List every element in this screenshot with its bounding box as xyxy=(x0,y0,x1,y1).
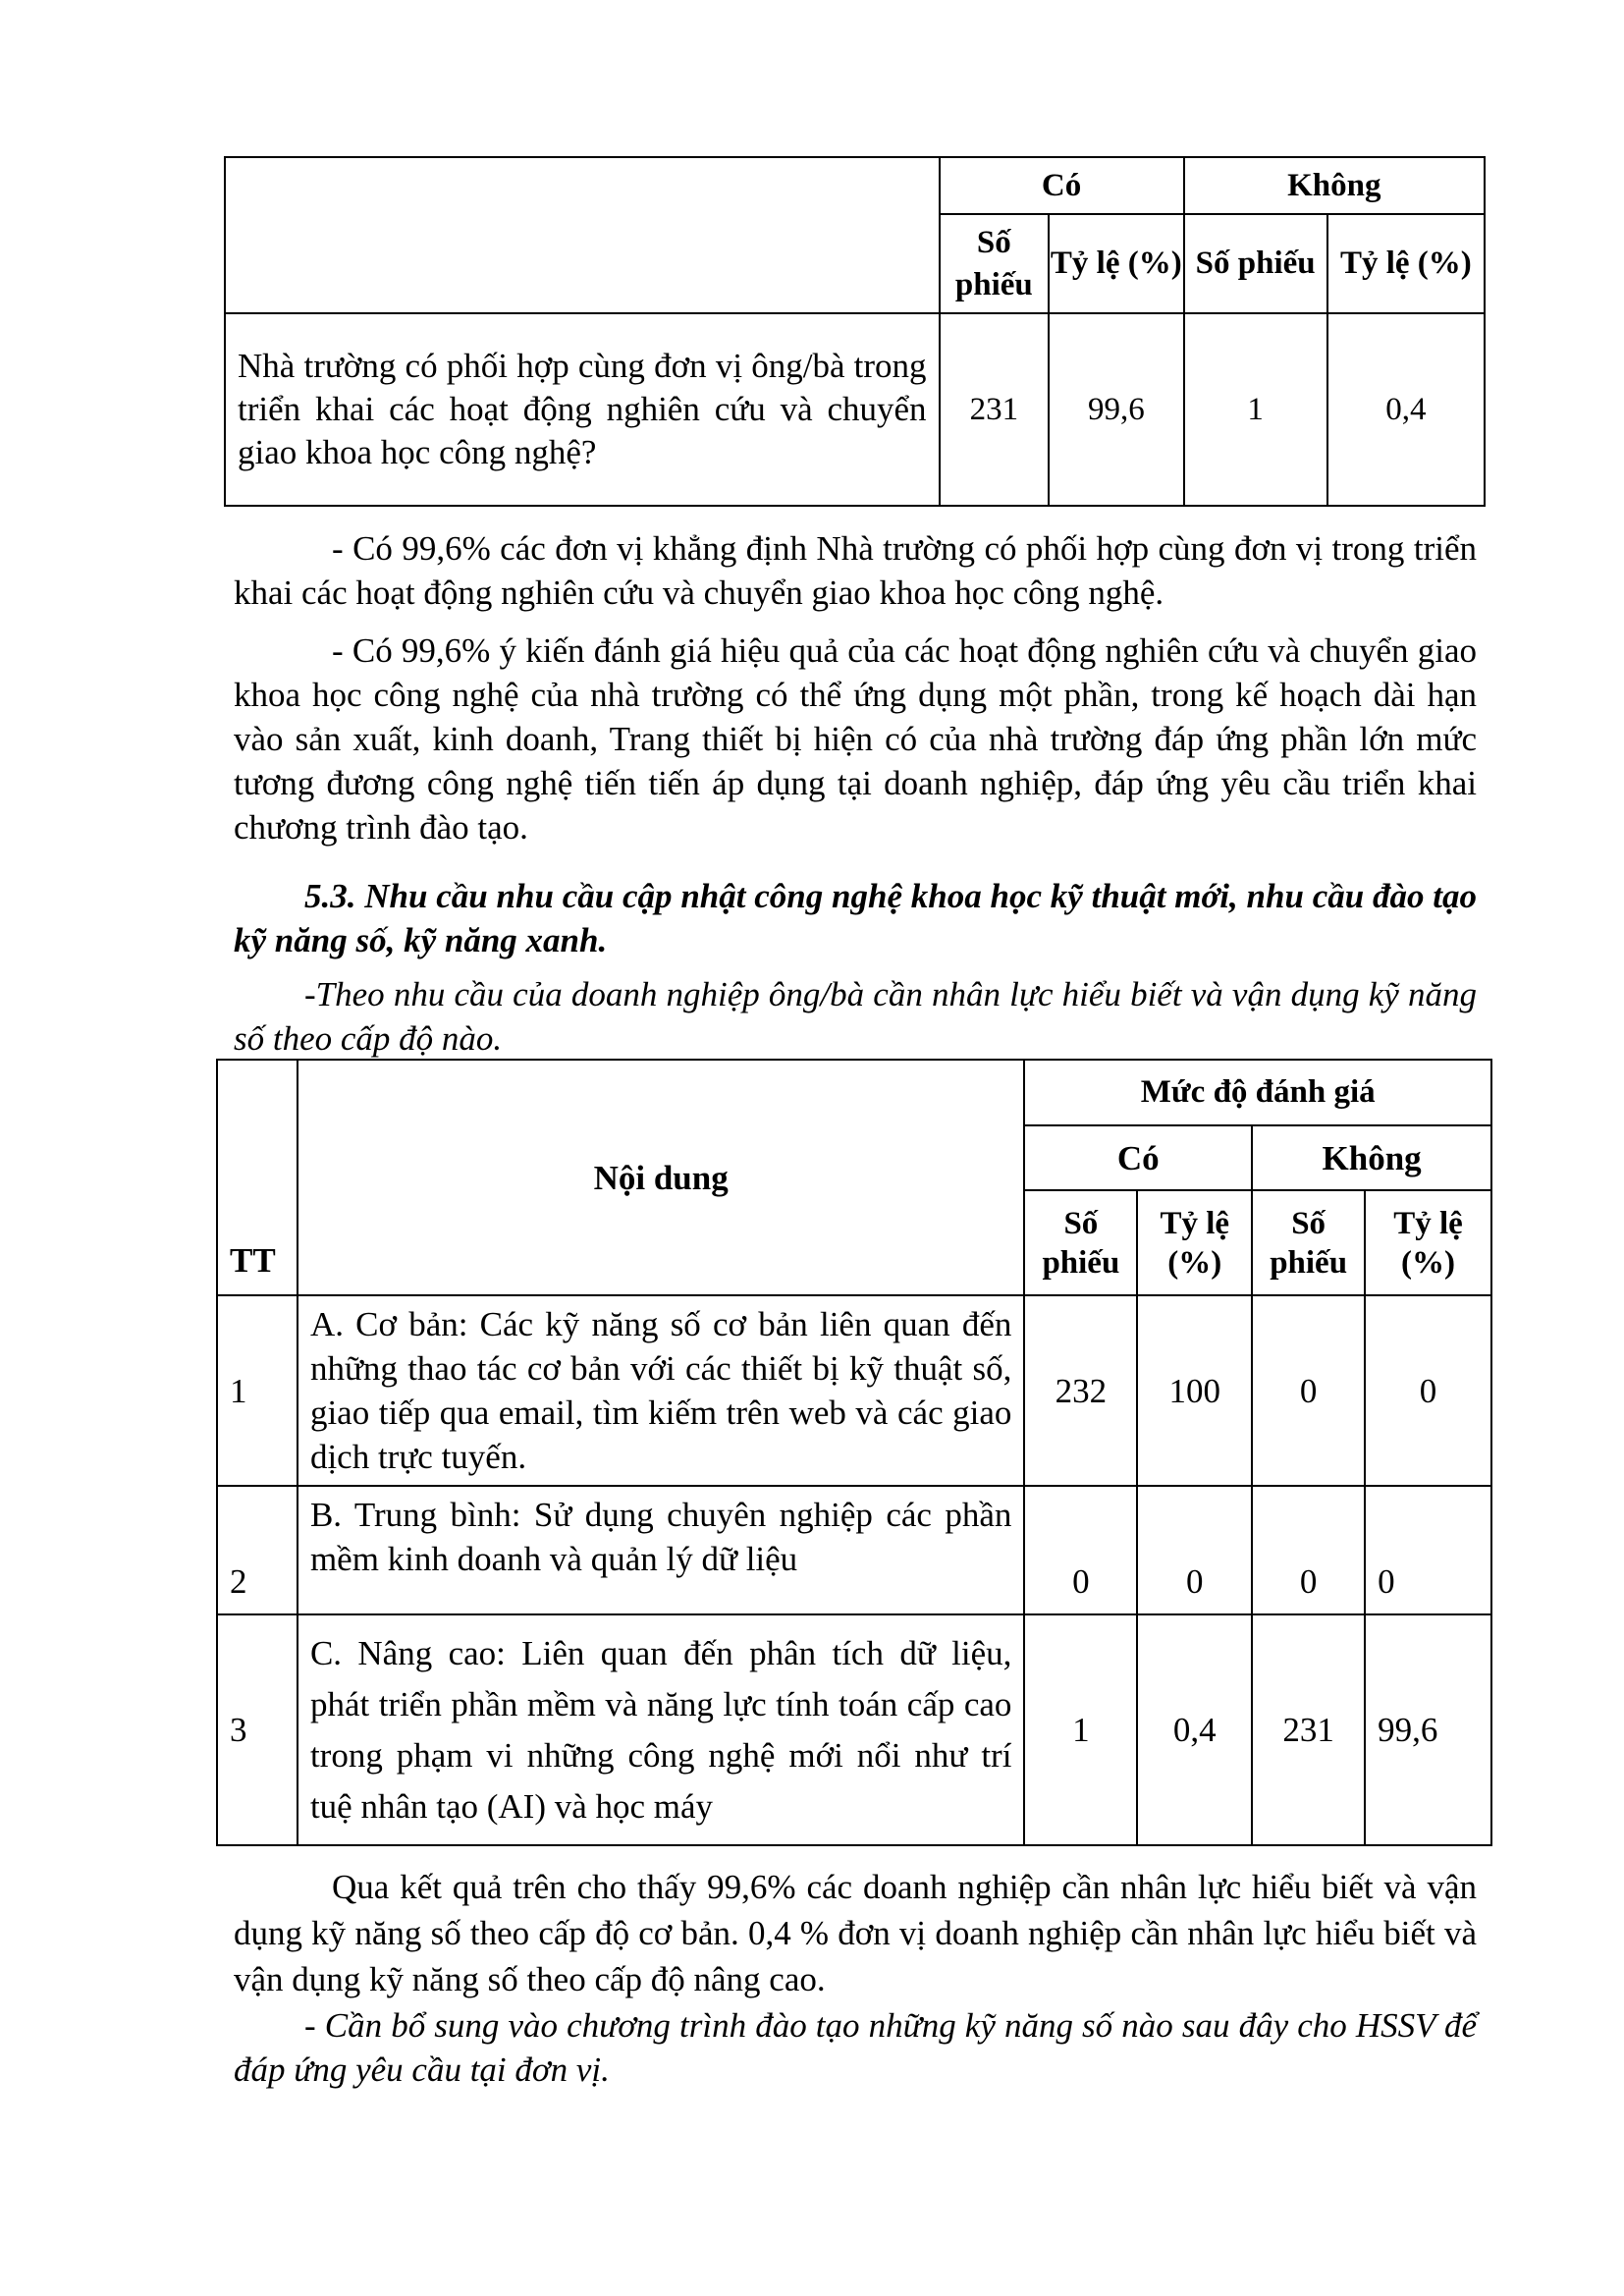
paragraph-2: - Có 99,6% ý kiến đánh giá hiệu quả của các hoạt động nghiên cứu và chuyển giao khoa học công nghệ của nhà trường có thể ứng dụng một phần, trong kế hoạch dài hạn vào sản xuất, kinh doanh, Trang thiết bị hiện có của nhà trường đáp ứng phần lớn mức tương đương công nghệ tiến tiến áp dụng tại doanh nghiệp, đáp ứng yêu cầu triển khai chương trình đào tạo. xyxy=(234,631,1477,847)
table-row xyxy=(217,1295,1491,1486)
cell-khong-so-phieu: 0 xyxy=(1252,1295,1365,1486)
cell-content: A. Cơ bản: Các kỹ năng số cơ bản liên quan đến những thao tác cơ bản với các thiết bị kỹ thuật số, giao tiếp qua email, tìm kiếm trên web và các giao dịch trực tuyến. xyxy=(298,1295,1024,1486)
header-khong: Không xyxy=(1184,157,1485,214)
cell-co-so-phieu: 0 xyxy=(1024,1486,1137,1614)
cell-co-ty-le: 99,6 xyxy=(1049,313,1184,506)
table-row xyxy=(225,313,1485,506)
cell-khong-so-phieu: 1 xyxy=(1184,313,1327,506)
header-co: Có xyxy=(940,157,1184,214)
cell-co-ty-le: 0 xyxy=(1137,1486,1252,1614)
header-khong-so-phieu: Số phiếu xyxy=(1252,1190,1365,1295)
table-row xyxy=(217,1614,1491,1845)
header-tt: TT xyxy=(217,1060,298,1295)
cell-tt: 2 xyxy=(217,1486,298,1614)
cell-co-ty-le: 0,4 xyxy=(1137,1614,1252,1845)
cell-khong-ty-le: 0 xyxy=(1365,1486,1491,1614)
header-co: Có xyxy=(1024,1125,1252,1190)
cell-tt: 1 xyxy=(217,1295,298,1486)
cell-co-so-phieu: 1 xyxy=(1024,1614,1137,1845)
table-digital-skills xyxy=(216,1059,1492,1846)
cell-khong-so-phieu: 0 xyxy=(1252,1486,1365,1614)
header-khong-ty-le: Tỷ lệ (%) xyxy=(1327,214,1485,313)
table-corner-cell xyxy=(225,157,940,313)
header-khong-ty-le: Tỷ lệ (%) xyxy=(1365,1190,1491,1295)
table-row xyxy=(217,1486,1491,1614)
header-co-so-phieu: Số phiếu xyxy=(1024,1190,1137,1295)
paragraph-conclusion: Qua kết quả trên cho thấy 99,6% các doanh nghiệp cần nhân lực hiểu biết và vận dụng kỹ năng số theo cấp độ cơ bản. 0,4 % đơn vị doanh nghiệp cần nhân lực hiểu biết và vận dụng kỹ năng số theo cấp độ nâng cao. xyxy=(234,1868,1477,1998)
header-noi-dung: Nội dung xyxy=(298,1060,1024,1295)
cell-khong-ty-le: 0,4 xyxy=(1327,313,1485,506)
cell-co-so-phieu: 231 xyxy=(940,313,1050,506)
header-khong: Không xyxy=(1252,1125,1491,1190)
cell-content: B. Trung bình: Sử dụng chuyên nghiệp các phần mềm kinh doanh và quản lý dữ liệu xyxy=(298,1486,1024,1614)
paragraph-question-level: -Theo nhu cầu của doanh nghiệp ông/bà cần nhân lực hiểu biết và vận dụng kỹ năng số theo cấp độ nào. xyxy=(234,975,1477,1058)
paragraph-1: - Có 99,6% các đơn vị khẳng định Nhà trường có phối hợp cùng đơn vị trong triển khai các hoạt động nghiên cứu và chuyển giao khoa học công nghệ. xyxy=(234,529,1477,612)
cell-khong-ty-le: 99,6 xyxy=(1365,1614,1491,1845)
cell-khong-ty-le: 0 xyxy=(1365,1295,1491,1486)
cell-co-ty-le: 100 xyxy=(1137,1295,1252,1486)
header-co-so-phieu: Số phiếu xyxy=(940,214,1050,313)
header-khong-so-phieu: Số phiếu xyxy=(1184,214,1327,313)
header-muc-do: Mức độ đánh giá xyxy=(1024,1060,1491,1125)
section-heading-5-3: 5.3. Nhu cầu nhu cầu cập nhật công nghệ khoa học kỹ thuật mới, nhu cầu đào tạo kỹ năng số, kỹ năng xanh. xyxy=(234,877,1477,959)
cell-co-so-phieu: 232 xyxy=(1024,1295,1137,1486)
header-co-ty-le: Tỷ lệ (%) xyxy=(1049,214,1184,313)
table-cooperation xyxy=(224,156,1486,507)
cell-khong-so-phieu: 231 xyxy=(1252,1614,1365,1845)
header-co-ty-le: Tỷ lệ (%) xyxy=(1137,1190,1252,1295)
cell-content: C. Nâng cao: Liên quan đến phân tích dữ liệu, phát triển phần mềm và năng lực tính toán cấp cao trong phạm vi những công nghệ mới nổi như trí tuệ nhân tạo (AI) và học máy xyxy=(298,1614,1024,1845)
paragraph-skills-question: - Cần bổ sung vào chương trình đào tạo những kỹ năng số nào sau đây cho HSSV để đáp ứng yêu cầu tại đơn vị. xyxy=(234,2006,1477,2089)
question-cell: Nhà trường có phối hợp cùng đơn vị ông/bà trong triển khai các hoạt động nghiên cứu và chuyển giao khoa học công nghệ? xyxy=(225,313,940,506)
cell-tt: 3 xyxy=(217,1614,298,1845)
